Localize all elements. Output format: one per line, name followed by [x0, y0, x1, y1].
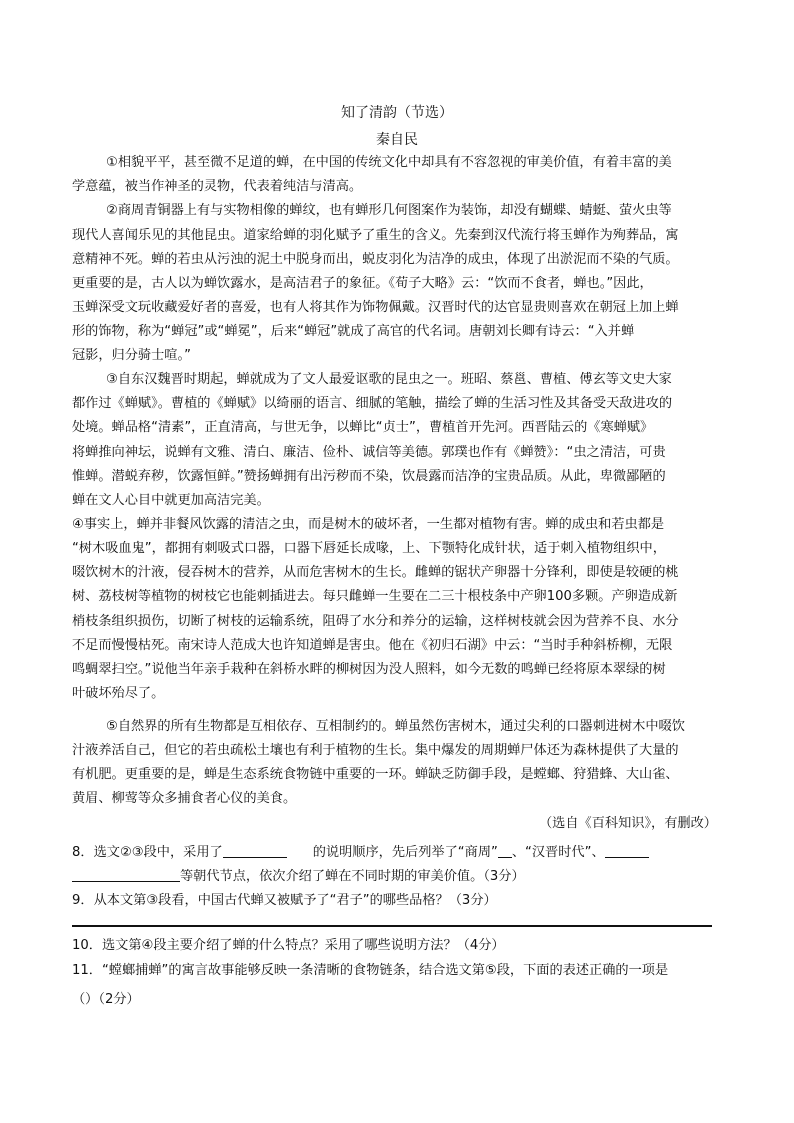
- paragraph-2-line: 更重要的是，古人以为蝉饮露水，是高洁君子的象征。《荀子大略》云：“饮而不食者，蝉也。”因此，: [72, 276, 653, 291]
- answer-blank-dynasty-2[interactable]: [605, 843, 649, 858]
- paragraph-3-line: ③自东汉魏晋时期起，蝉就成为了文人最爱讴歌的昆虫之一。班昭、蔡邕、曹植、傅玄等文史大家: [106, 372, 672, 387]
- question-9: 9．从本文第③段看，中国古代蝉又被赋予了“君子”的哪些品格？（3分）: [72, 893, 497, 908]
- paragraph-3-line: 将蝉推向神坛，说蝉有文雅、清白、廉洁、俭朴、诚信等美德。郭璞也作有《蝉赞》：“虫之清洁，可贵: [72, 445, 666, 460]
- paragraph-2-line: 意精神不死。蝉的若虫从污浊的泥土中脱身而出，蜕皮羽化为洁净的成虫，体现了出淤泥而不染的气质。: [72, 252, 679, 267]
- article-source: （选自《百科知识》，有删改）: [538, 816, 717, 831]
- paragraph-3-line: 处境。蝉品格“清素”，正直清高，与世无争，以蝉比“贞士”，曹植首开先河。西晋陆云的《寒蝉赋》: [72, 420, 654, 435]
- paragraph-4-line: ④事实上，蝉并非餐风饮露的清洁之虫，而是树木的破坏者，一生都对植物有害。蝉的成虫和若虫都是: [72, 517, 665, 532]
- paragraph-3-line: 惟蝉。潜蜕弃秽，饮露恒鲜。”赞扬蝉拥有出污秽而不染，饮晨露而洁净的宝贵品质。从此，卑微鄙陋的: [72, 469, 666, 484]
- paragraph-4-line: 梢枝条组织损伤，切断了树枝的运输系统，阻碍了水分和养分的运输，这样树枝就会因为营养不良、水分: [72, 614, 679, 629]
- paragraph-2-line: 现代人喜闻乐见的其他昆虫。道家给蝉的羽化赋予了重生的含义。先秦到汉代流行将玉蝉作为殉葬品，寓: [72, 228, 679, 243]
- paragraph-4-line: 叶破坏殆尽了。: [72, 686, 165, 701]
- paragraph-2-line: 形的饰物，称为“蝉冠”或“蝉冕”，后来“蝉冠”就成了高官的代名词。唐朝刘长卿有诗云：“入并蝉: [72, 324, 635, 339]
- paragraph-4-line: 鸣蜩翠扫空。”说他当年亲手栽种在斜桥水畔的柳树因为没人照料，如今无数的鸣蝉已经将原本翠绿的树: [72, 662, 666, 677]
- paragraph-4-line: “树木吸血鬼”，都拥有刺吸式口器，口器下唇延长成喙，上、下颚特化成针状，适于刺入植物组织中，: [72, 541, 666, 556]
- question-10: 10．选文第④段主要介绍了蝉的什么特点？采用了哪些说明方法？（4分）: [72, 938, 505, 953]
- answer-line-q9[interactable]: [72, 925, 712, 927]
- paragraph-1-line: 学意蕴，被当作神圣的灵物，代表着纯洁与清高。: [72, 179, 363, 194]
- question-11: 11．“螳螂捕蝉”的寓言故事能够反映一条清晰的食物链条，结合选文第⑤段，下面的表述正确的一项是: [72, 963, 669, 978]
- answer-blank-dynasty-3[interactable]: [72, 867, 180, 882]
- paragraph-2-line: 冠影，归分骑士喧。”: [72, 348, 191, 363]
- question-8-text-c: 、“汉晋时代”、: [511, 845, 605, 860]
- paragraph-4-line: 不足而慢慢枯死。南宋诗人范成大也许知道蝉是害虫。他在《初归石湖》中云：“当时手种斜桥柳，无限: [72, 638, 673, 653]
- paragraph-2-line: ②商周青铜器上有与实物相像的蝉纹，也有蝉形几何图案作为装饰，却没有蝴蝶、蜻蜓、萤火虫等: [106, 203, 672, 218]
- question-8-text-a: 8．选文②③段中，采用了: [72, 845, 223, 860]
- paragraph-2-line: 玉蝉深受文玩收藏爱好者的喜爱，也有人将其作为饰物佩戴。汉晋时代的达官显贵则喜欢在朝冠上加上蝉: [72, 300, 679, 315]
- paragraph-3-line: 蝉在文人心目中就更加高洁完美。: [72, 493, 270, 508]
- question-8-text-d: 等朝代节点，依次介绍了蝉在不同时期的审美价值。（3分）: [180, 869, 525, 884]
- paragraph-4-line: 啜饮树木的汁液，侵吞树木的营养，从而危害树木的生长。雌蝉的锯状产卵器十分锋利，即使是较硬的桃: [72, 565, 679, 580]
- paragraph-5-line: ⑤自然界的所有生物都是互相依存、互相制约的。蝉虽然伤害树木，通过尖利的口器刺进树木中啜饮: [106, 719, 685, 734]
- article-title: 知了清韵（节选）: [341, 105, 453, 121]
- question-8-cont: [72, 867, 722, 887]
- answer-blank-order[interactable]: [223, 843, 287, 858]
- paragraph-3-line: 都作过《蝉赋》。曹植的《蝉赋》以绮丽的语言、细腻的笔触，描绘了蝉的生活习性及其备受天敌进攻的: [72, 396, 673, 411]
- answer-blank-dynasty-1[interactable]: [498, 843, 512, 858]
- article-author: 秦自民: [376, 132, 418, 148]
- question-8: [72, 843, 722, 863]
- paragraph-5-line: 黄眉、柳莺等众多捕食者心仪的美食。: [72, 791, 297, 806]
- question-8-text-b: 的说明顺序，先后列举了“商周”: [312, 845, 498, 860]
- paragraph-5-line: 有机肥。更重要的是，蝉是生态系统食物链中重要的一环。蝉缺乏防御手段，是螳螂、狩猎蜂、大山雀、: [72, 767, 679, 782]
- paragraph-4-line: 树、荔枝树等植物的树枝它也能刺插进去。每只雌蝉一生要在二三十根枝条中产卵100多颗。产卵造成新: [72, 589, 678, 604]
- paragraph-5-line: 汁液养活自己，但它的若虫疏松土壤也有利于植物的生长。集中爆发的周期蝉尸体还为森林提供了大量的: [72, 743, 679, 758]
- paragraph-1-line: ①相貌平平，甚至微不足道的蝉，在中国的传统文化中却具有不容忽视的审美价值，有着丰富的美: [106, 155, 672, 170]
- question-11-cont: （）（2分）: [72, 992, 140, 1007]
